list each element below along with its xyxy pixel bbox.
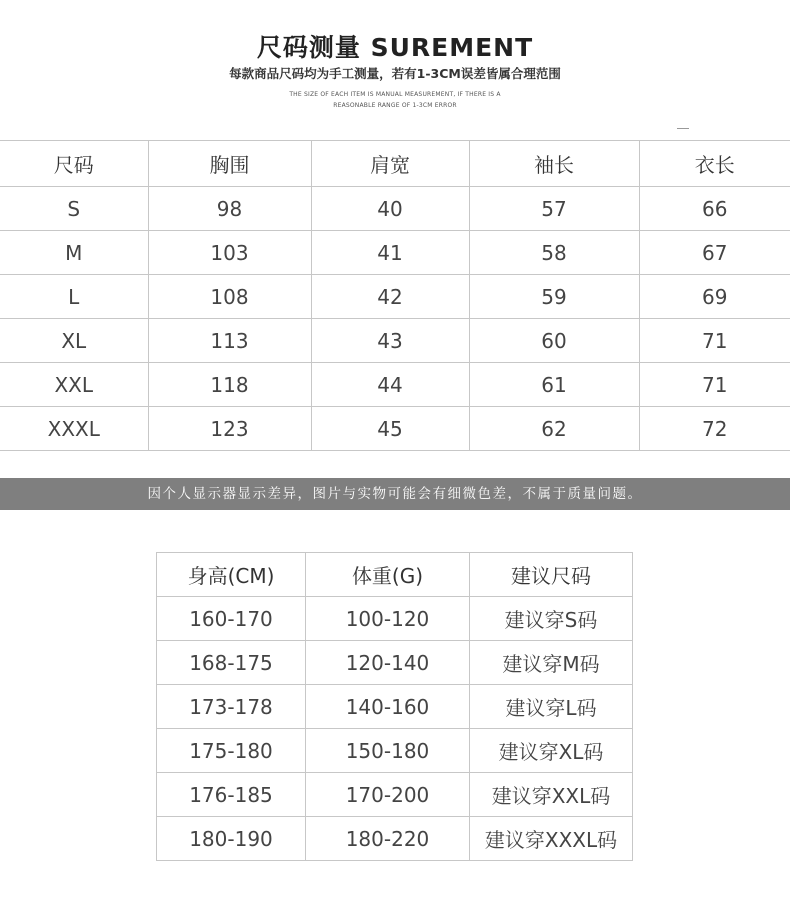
table-cell: S (0, 187, 148, 231)
table-cell: 176-185 (157, 773, 306, 817)
header-cell: 衣长 (639, 141, 790, 187)
table-cell: 57 (469, 187, 639, 231)
table-row (157, 817, 633, 861)
english-note-line-1: THE SIZE OF EACH ITEM IS MANUAL MEASUREMENT, IF THERE IS A (289, 91, 501, 98)
header-cell: 胸围 (148, 141, 311, 187)
table-row (157, 597, 633, 641)
table-cell: 69 (639, 275, 790, 319)
disclaimer-banner: 因个人显示器显示差异，图片与实物可能会有细微色差，不属于质量问题。 (0, 478, 790, 510)
table-cell: 113 (148, 319, 311, 363)
recommend-table (156, 552, 633, 861)
table-cell: L (0, 275, 148, 319)
header (0, 0, 790, 130)
table-cell: 100-120 (306, 597, 470, 641)
table-row (157, 641, 633, 685)
table-cell: 150-180 (306, 729, 470, 773)
table-cell: 60 (469, 319, 639, 363)
table-cell: 40 (311, 187, 469, 231)
table-row (0, 407, 790, 451)
table-cell: 42 (311, 275, 469, 319)
table-row (0, 231, 790, 275)
table-cell: 173-178 (157, 685, 306, 729)
size-table-header-row (0, 141, 790, 187)
table-cell: 44 (311, 363, 469, 407)
recommend-table-header-row (157, 553, 633, 597)
table-cell: XL (0, 319, 148, 363)
table-row (0, 275, 790, 319)
table-cell: 建议穿XXL码 (470, 773, 633, 817)
table-cell: 建议穿S码 (470, 597, 633, 641)
table-cell: 43 (311, 319, 469, 363)
page-subtitle: 每款商品尺码均为手工测量，若有1-3CM误差皆属合理范围 (229, 66, 561, 81)
table-cell: 170-200 (306, 773, 470, 817)
table-cell: 180-220 (306, 817, 470, 861)
table-cell: 120-140 (306, 641, 470, 685)
header-cell: 身高(CM) (157, 553, 306, 597)
table-cell: 61 (469, 363, 639, 407)
table-cell: XXL (0, 363, 148, 407)
table-cell: 140-160 (306, 685, 470, 729)
table-cell: 98 (148, 187, 311, 231)
table-cell: 118 (148, 363, 311, 407)
table-cell: M (0, 231, 148, 275)
table-row (157, 685, 633, 729)
table-cell: 160-170 (157, 597, 306, 641)
table-cell: 建议穿L码 (470, 685, 633, 729)
table-cell: 71 (639, 363, 790, 407)
table-cell: 168-175 (157, 641, 306, 685)
header-cell: 体重(G) (306, 553, 470, 597)
header-cell: 袖长 (469, 141, 639, 187)
table-cell: 66 (639, 187, 790, 231)
table-cell: 71 (639, 319, 790, 363)
table-cell: 41 (311, 231, 469, 275)
table-cell: 72 (639, 407, 790, 451)
table-cell: 建议穿XXXL码 (470, 817, 633, 861)
table-cell: 建议穿M码 (470, 641, 633, 685)
header-cell: 肩宽 (311, 141, 469, 187)
table-cell: 59 (469, 275, 639, 319)
divider-tick (677, 128, 689, 129)
table-cell: 45 (311, 407, 469, 451)
table-cell: XXXL (0, 407, 148, 451)
table-row (0, 363, 790, 407)
table-cell: 123 (148, 407, 311, 451)
table-cell: 175-180 (157, 729, 306, 773)
table-cell: 67 (639, 231, 790, 275)
english-note-line-2: REASONABLE RANGE OF 1-3CM ERROR (333, 102, 457, 109)
table-row (157, 729, 633, 773)
table-cell: 58 (469, 231, 639, 275)
header-cell: 建议尺码 (470, 553, 633, 597)
table-cell: 180-190 (157, 817, 306, 861)
table-cell: 103 (148, 231, 311, 275)
table-cell: 108 (148, 275, 311, 319)
table-row (0, 319, 790, 363)
table-cell: 建议穿XL码 (470, 729, 633, 773)
table-row (157, 773, 633, 817)
table-cell: 62 (469, 407, 639, 451)
size-table (0, 140, 790, 451)
header-cell: 尺码 (0, 141, 148, 187)
page-title: 尺码测量 SUREMENT (256, 33, 534, 62)
table-row (0, 187, 790, 231)
